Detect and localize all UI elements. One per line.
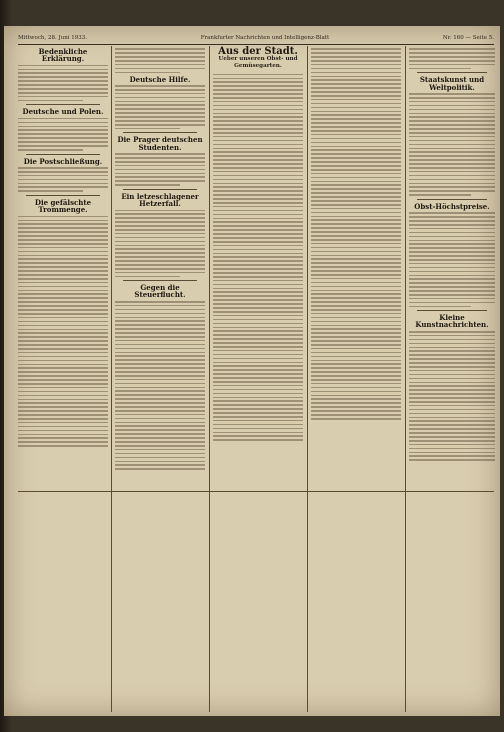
article-body [115,301,205,470]
headline: Obst-Höchstpreise. [414,201,490,211]
issue-date: Mittwoch, 28. Juni 1933. [18,35,87,41]
article-body [409,331,495,461]
column-3 [213,46,303,712]
page-number: Nr. 160 — Seite 5. [442,35,494,41]
article-body [18,118,108,151]
article-body [409,212,495,307]
article-body [409,48,495,69]
headline: Ein letzeschlagener Hetzerfall. [121,191,199,209]
subheadline: Ueber unseren Obst- und Gemüsegarten. [218,56,298,70]
article-body [115,210,205,278]
column-4 [311,46,401,712]
section-divider [18,491,494,492]
headline: Die Postschließung. [23,156,103,166]
column-5 [409,46,495,712]
headline: Deutsche Hilfe. [129,74,191,84]
headline: Staatskunst und Weltpolitik. [419,75,485,92]
paper-title: Frankfurter Nachrichten und Intelligenz-Blatt [200,35,330,41]
masthead [18,32,494,45]
article-body [311,48,401,419]
newspaper-page [4,26,500,716]
article-body [18,65,108,102]
article-body [18,216,108,447]
article-body [115,153,205,186]
section-headline: Aus der Stadt. [218,46,298,57]
headline: Deutsche und Polen. [22,107,104,117]
column-2 [115,46,205,712]
article-body [18,167,108,192]
headline: Bedenkliche Erklärung. [38,47,88,64]
headline: Kleine Kunstnachrichten. [415,313,489,330]
article-body [115,48,205,73]
article-body [115,85,205,129]
headline: Die gefälschte Trommenge. [34,197,92,215]
article-body [409,93,495,196]
column-1 [18,46,108,712]
headline: Die Prager deutschen Studenten. [117,135,203,152]
headline: Gegen die Steuerflucht. [134,283,186,300]
article-body [213,74,303,441]
